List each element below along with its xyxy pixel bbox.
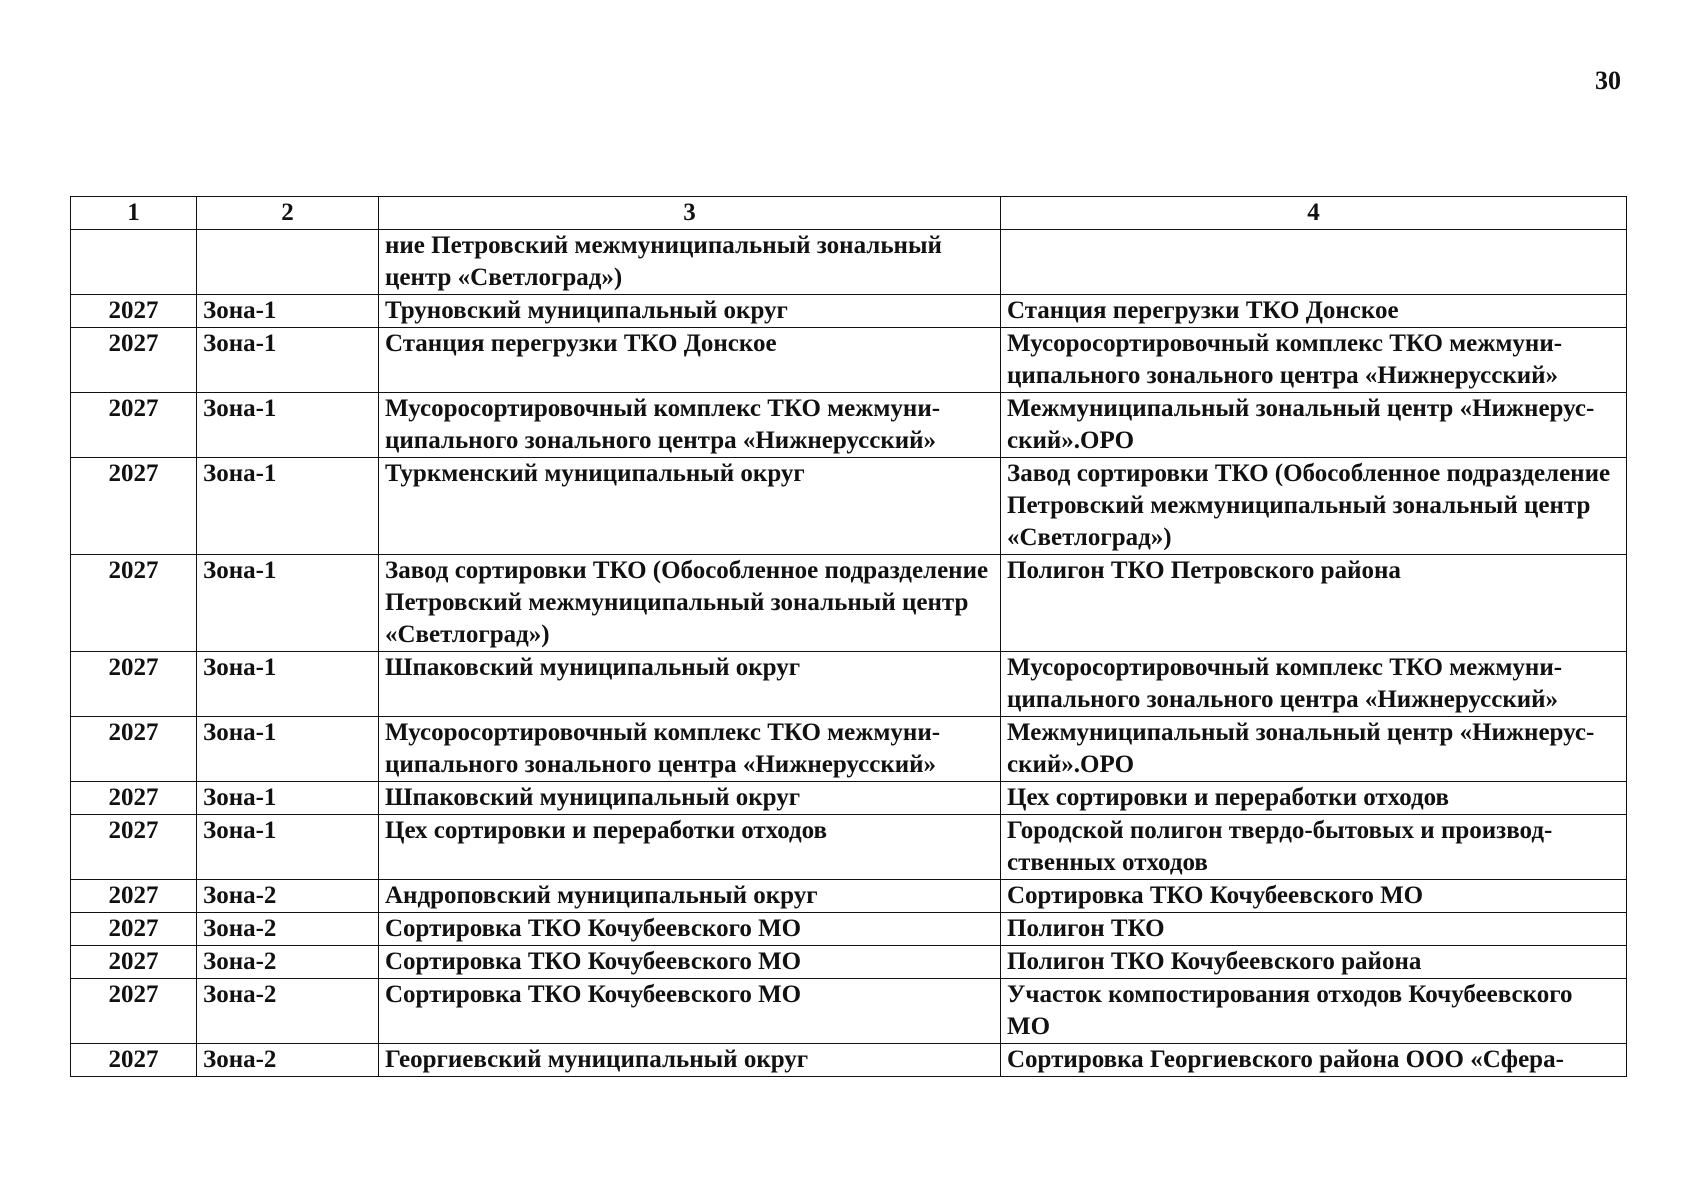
- year-cell: [71, 230, 197, 295]
- column-header-1: 1: [71, 197, 197, 230]
- year-cell: 2027: [71, 946, 197, 979]
- year-cell: 2027: [71, 393, 197, 458]
- table-row: [71, 328, 1627, 393]
- zone-cell: Зона-2: [197, 1044, 379, 1077]
- source-cell: Мусоросортировочный комплекс ТКО межмуниципального зонального центра «Нижнерусский»: [379, 717, 1001, 782]
- zone-cell: Зона-2: [197, 913, 379, 946]
- waste-routes-table: [70, 196, 1627, 1077]
- year-cell: 2027: [71, 328, 197, 393]
- zone-cell: Зона-1: [197, 652, 379, 717]
- destination-cell: Завод сортировки ТКО (Обособленное подразделение Петровский межмуниципальный зональный центр «Светлоград»): [1001, 458, 1627, 555]
- destination-cell: Межмуниципальный зональный центр «Нижнерусский».ОРО: [1001, 393, 1627, 458]
- destination-cell: Сортировка ТКО Кочубеевского МО: [1001, 880, 1627, 913]
- source-cell: Сортировка ТКО Кочубеевского МО: [379, 979, 1001, 1044]
- table-row: [71, 815, 1627, 880]
- column-header-4: 4: [1001, 197, 1627, 230]
- source-cell: Туркменский муниципальный округ: [379, 458, 1001, 555]
- year-cell: 2027: [71, 913, 197, 946]
- zone-cell: Зона-1: [197, 328, 379, 393]
- year-cell: 2027: [71, 652, 197, 717]
- year-cell: 2027: [71, 717, 197, 782]
- year-cell: 2027: [71, 979, 197, 1044]
- column-header-2: 2: [197, 197, 379, 230]
- destination-cell: Участок компостирования отходов Кочубеевского МО: [1001, 979, 1627, 1044]
- table-row: [71, 458, 1627, 555]
- source-cell: Станция перегрузки ТКО Донское: [379, 328, 1001, 393]
- column-header-3: 3: [379, 197, 1001, 230]
- source-cell: Цех сортировки и переработки отходов: [379, 815, 1001, 880]
- table-row: [71, 295, 1627, 328]
- table-row: [71, 555, 1627, 652]
- table-row: [71, 230, 1627, 295]
- table-row: [71, 946, 1627, 979]
- zone-cell: Зона-1: [197, 815, 379, 880]
- destination-cell: Городской полигон твердо-бытовых и производственных отходов: [1001, 815, 1627, 880]
- source-cell: Труновский муниципальный округ: [379, 295, 1001, 328]
- table-row: [71, 393, 1627, 458]
- zone-cell: Зона-2: [197, 880, 379, 913]
- table-row: [71, 782, 1627, 815]
- destination-cell: Станция перегрузки ТКО Донское: [1001, 295, 1627, 328]
- destination-cell: Мусоросортировочный комплекс ТКО межмуниципального зонального центра «Нижнерусский»: [1001, 652, 1627, 717]
- destination-cell: Полигон ТКО Петровского района: [1001, 555, 1627, 652]
- table-row: [71, 717, 1627, 782]
- year-cell: 2027: [71, 782, 197, 815]
- year-cell: 2027: [71, 1044, 197, 1077]
- page-number: 30: [1595, 66, 1621, 95]
- destination-cell: Мусоросортировочный комплекс ТКО межмуниципального зонального центра «Нижнерусский»: [1001, 328, 1627, 393]
- zone-cell: Зона-1: [197, 782, 379, 815]
- table-row: [71, 1044, 1627, 1077]
- table-row: [71, 979, 1627, 1044]
- zone-cell: Зона-2: [197, 979, 379, 1044]
- zone-cell: Зона-1: [197, 393, 379, 458]
- table-row: [71, 913, 1627, 946]
- source-cell: Шпаковский муниципальный округ: [379, 652, 1001, 717]
- table-row: [71, 652, 1627, 717]
- source-cell: Сортировка ТКО Кочубеевского МО: [379, 913, 1001, 946]
- zone-cell: [197, 230, 379, 295]
- year-cell: 2027: [71, 295, 197, 328]
- source-cell: Георгиевский муниципальный округ: [379, 1044, 1001, 1077]
- source-cell: Мусоросортировочный комплекс ТКО межмуниципального зонального центра «Нижнерусский»: [379, 393, 1001, 458]
- destination-cell: Полигон ТКО: [1001, 913, 1627, 946]
- source-cell: Андроповский муниципальный округ: [379, 880, 1001, 913]
- zone-cell: Зона-2: [197, 946, 379, 979]
- destination-cell: Межмуниципальный зональный центр «Нижнерусский».ОРО: [1001, 717, 1627, 782]
- zone-cell: Зона-1: [197, 295, 379, 328]
- year-cell: 2027: [71, 815, 197, 880]
- destination-cell: [1001, 230, 1627, 295]
- source-cell: Завод сортировки ТКО (Обособленное подразделение Петровский межмуниципальный зональный центр «Светлоград»): [379, 555, 1001, 652]
- source-cell: Сортировка ТКО Кочубеевского МО: [379, 946, 1001, 979]
- zone-cell: Зона-1: [197, 458, 379, 555]
- source-cell: ние Петровский межмуниципальный зональный центр «Светлоград»): [379, 230, 1001, 295]
- destination-cell: Сортировка Георгиевского района ООО «Сфера-: [1001, 1044, 1627, 1077]
- year-cell: 2027: [71, 555, 197, 652]
- destination-cell: Полигон ТКО Кочубеевского района: [1001, 946, 1627, 979]
- year-cell: 2027: [71, 458, 197, 555]
- zone-cell: Зона-1: [197, 555, 379, 652]
- table-header-row: [71, 197, 1627, 230]
- source-cell: Шпаковский муниципальный округ: [379, 782, 1001, 815]
- year-cell: 2027: [71, 880, 197, 913]
- zone-cell: Зона-1: [197, 717, 379, 782]
- destination-cell: Цех сортировки и переработки отходов: [1001, 782, 1627, 815]
- table-row: [71, 880, 1627, 913]
